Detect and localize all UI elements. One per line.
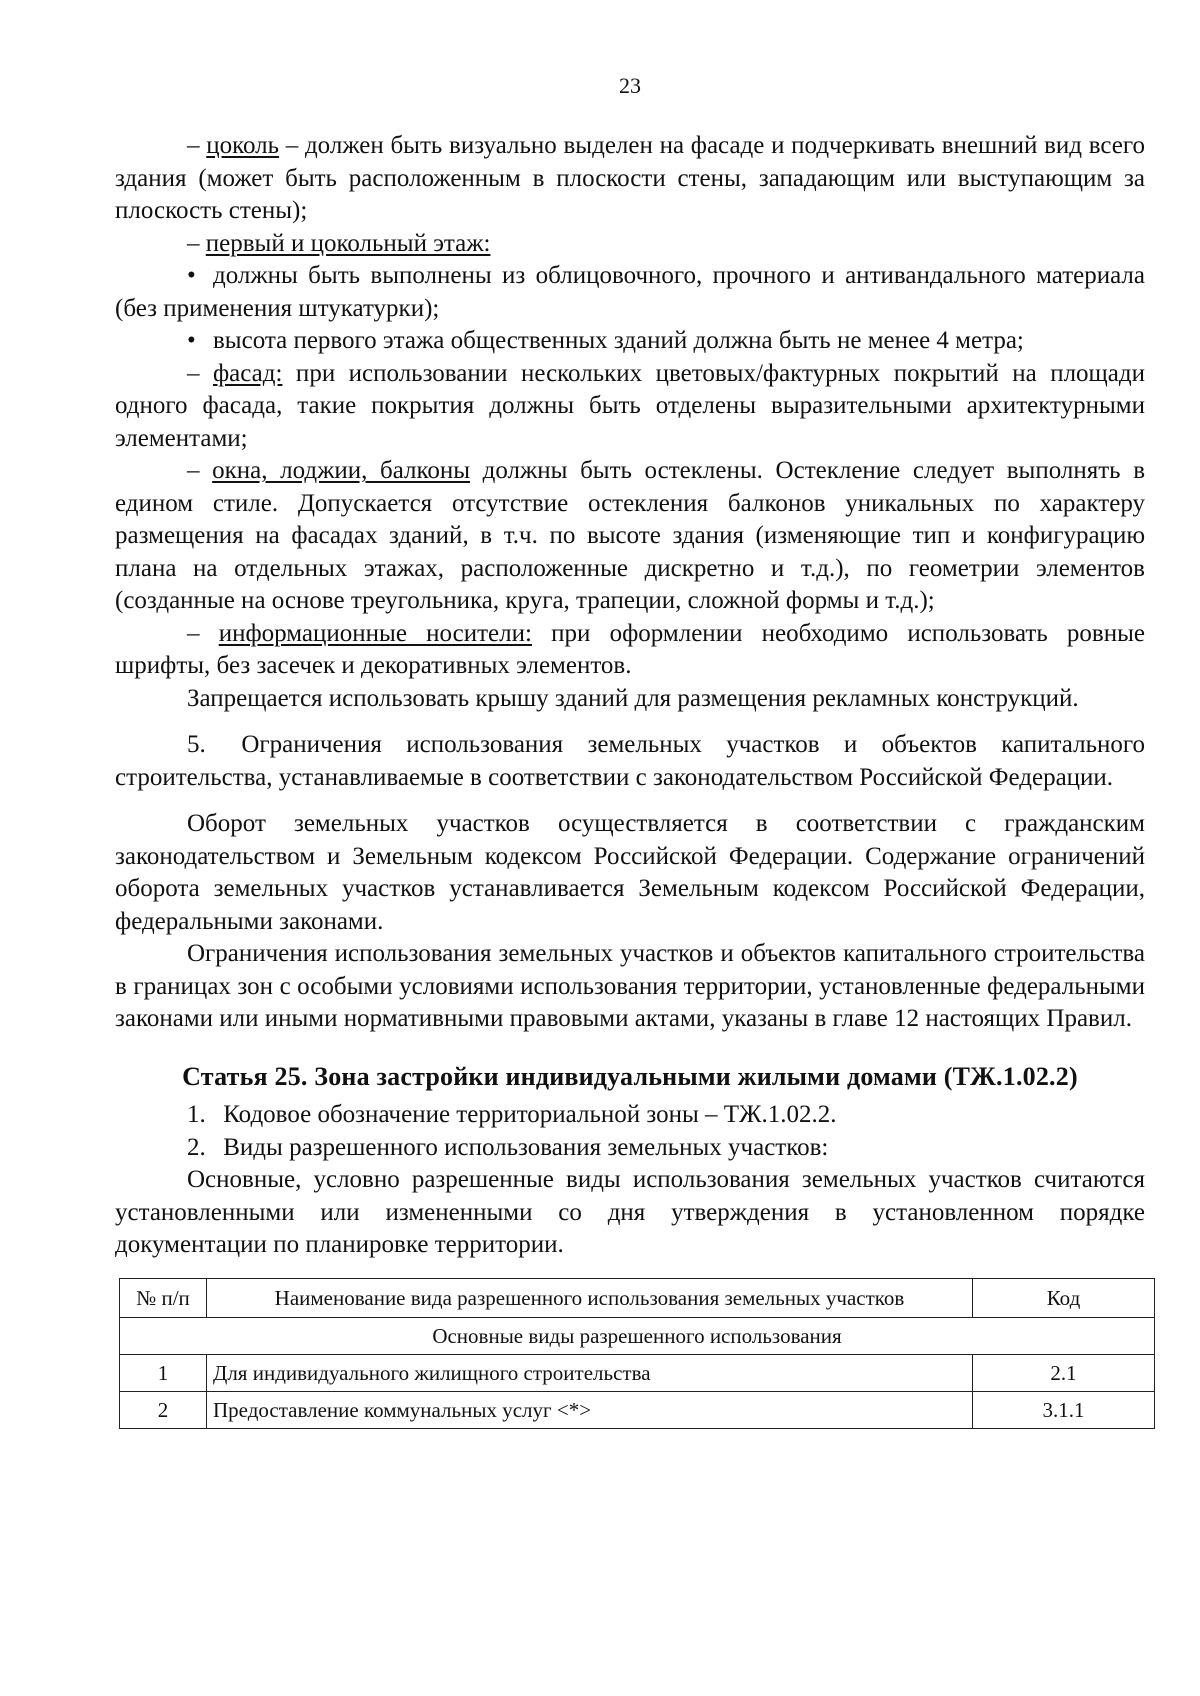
section-title: Основные виды разрешенного использования <box>120 1317 1155 1354</box>
cell-num: 2 <box>120 1391 207 1428</box>
article-intro: Основные, условно разрешенные виды использования земельных участков считаются установленными или измененными со дня утверждения в установленном порядке документации по планировке территории. <box>115 1166 1145 1258</box>
bullet-icon: • <box>187 262 196 289</box>
page-number: 23 <box>619 73 641 98</box>
table-section-row <box>120 1317 1155 1354</box>
paragraph-zone-restrictions: Ограничения использования земельных участков и объектов капитального строительства в границах зон с особыми условиями использования территории, установленные федеральными законами или иными нормативными правовыми актами, указаны в главе 12 настоящих Правил. <box>115 940 1145 1032</box>
term-windows: окна, лоджии, балконы <box>212 457 471 484</box>
term-info-carriers: информационные носители: <box>218 619 532 647</box>
paragraph-first-floor: – первый и цокольный этаж: <box>187 229 491 257</box>
paragraph-roof-ban: Запрещается использовать крышу зданий для размещения рекламных конструкций. <box>187 684 1079 712</box>
article-item-2: 2. Виды разрешенного использования земельных участков: <box>187 1133 829 1161</box>
header-num: № п/п <box>120 1278 207 1317</box>
cell-name: Для индивидуального жилищного строительства <box>207 1354 973 1391</box>
table-row <box>120 1391 1155 1428</box>
article-title: Статья 25. Зона застройки индивидуальными жилыми домами (ТЖ.1.02.2) <box>182 1061 1078 1091</box>
cell-num: 1 <box>120 1354 207 1391</box>
table-row <box>120 1354 1155 1391</box>
term-plinth: цоколь <box>206 132 280 159</box>
header-code: Код <box>973 1278 1155 1317</box>
term-facade: фасад: <box>212 359 283 387</box>
land-use-table <box>119 1278 1155 1429</box>
paragraph-land-turnover: Оборот земельных участков осуществляется в соответствии с гражданским законодательством и Земельным кодексом Российской Федерации. Содержание ограничений оборота земельных участков устанавливается Земельным кодексом Российской Федерации, федеральными законами. <box>115 810 1145 935</box>
paragraph-facade: – фасад: при использовании нескольких цветовых/фактурных покрытий на площади одного фасада, такие покрытия должны быть отделены выразительными архитектурными элементами; <box>115 359 1145 452</box>
paragraph-plinth: – цоколь – должен быть визуально выделен на фасаде и подчеркивать внешний вид всего здания (может быть расположенным в плоскости стены, западающим или выступающим за плоскость стены); <box>115 132 1145 224</box>
header-name: Наименование вида разрешенного использования земельных участков <box>207 1278 973 1317</box>
bullet-item-material: • должны быть выполнены из облицовочного, прочного и антивандального материала (без применения штукатурки); <box>115 262 1145 322</box>
term-first-floor: первый и цокольный этаж: <box>205 229 491 257</box>
bullet-item-height: • высота первого этажа общественных зданий должна быть не менее 4 метра; <box>115 325 1145 358</box>
table-header-row <box>120 1278 1155 1317</box>
paragraph-windows: – окна, лоджии, балконы должны быть остеклены. Остекление следует выполнять в едином стиле. Допускается отсутствие остекления балконов уникальных по характеру размещения на фасадах зданий, в т.ч. по высоте здания (изменяющие тип и конфигурацию плана на отдельных этажах, расположенные дискретно и т.д.), по геометрии элементов (созданные на основе треугольника, круга, трапеции, сложной формы и т.д.); <box>115 457 1146 614</box>
cell-code: 3.1.1 <box>973 1391 1155 1428</box>
cell-code: 2.1 <box>973 1354 1155 1391</box>
bullet-icon: • <box>187 327 196 354</box>
article-item-1: 1. Кодовое обозначение территориальной зоны – ТЖ.1.02.2. <box>187 1101 837 1128</box>
paragraph-info-carriers: – информационные носители: при оформлении необходимо использовать ровные шрифты, без засечек и декоративных элементов. <box>115 619 1145 679</box>
paragraph-restrictions-heading: 5. Ограничения использования земельных участков и объектов капитального строительства, устанавливаемые в соответствии с законодательством Российской Федерации. <box>115 731 1145 791</box>
document-body <box>115 130 1145 1429</box>
cell-name: Предоставление коммунальных услуг <*> <box>207 1391 973 1428</box>
